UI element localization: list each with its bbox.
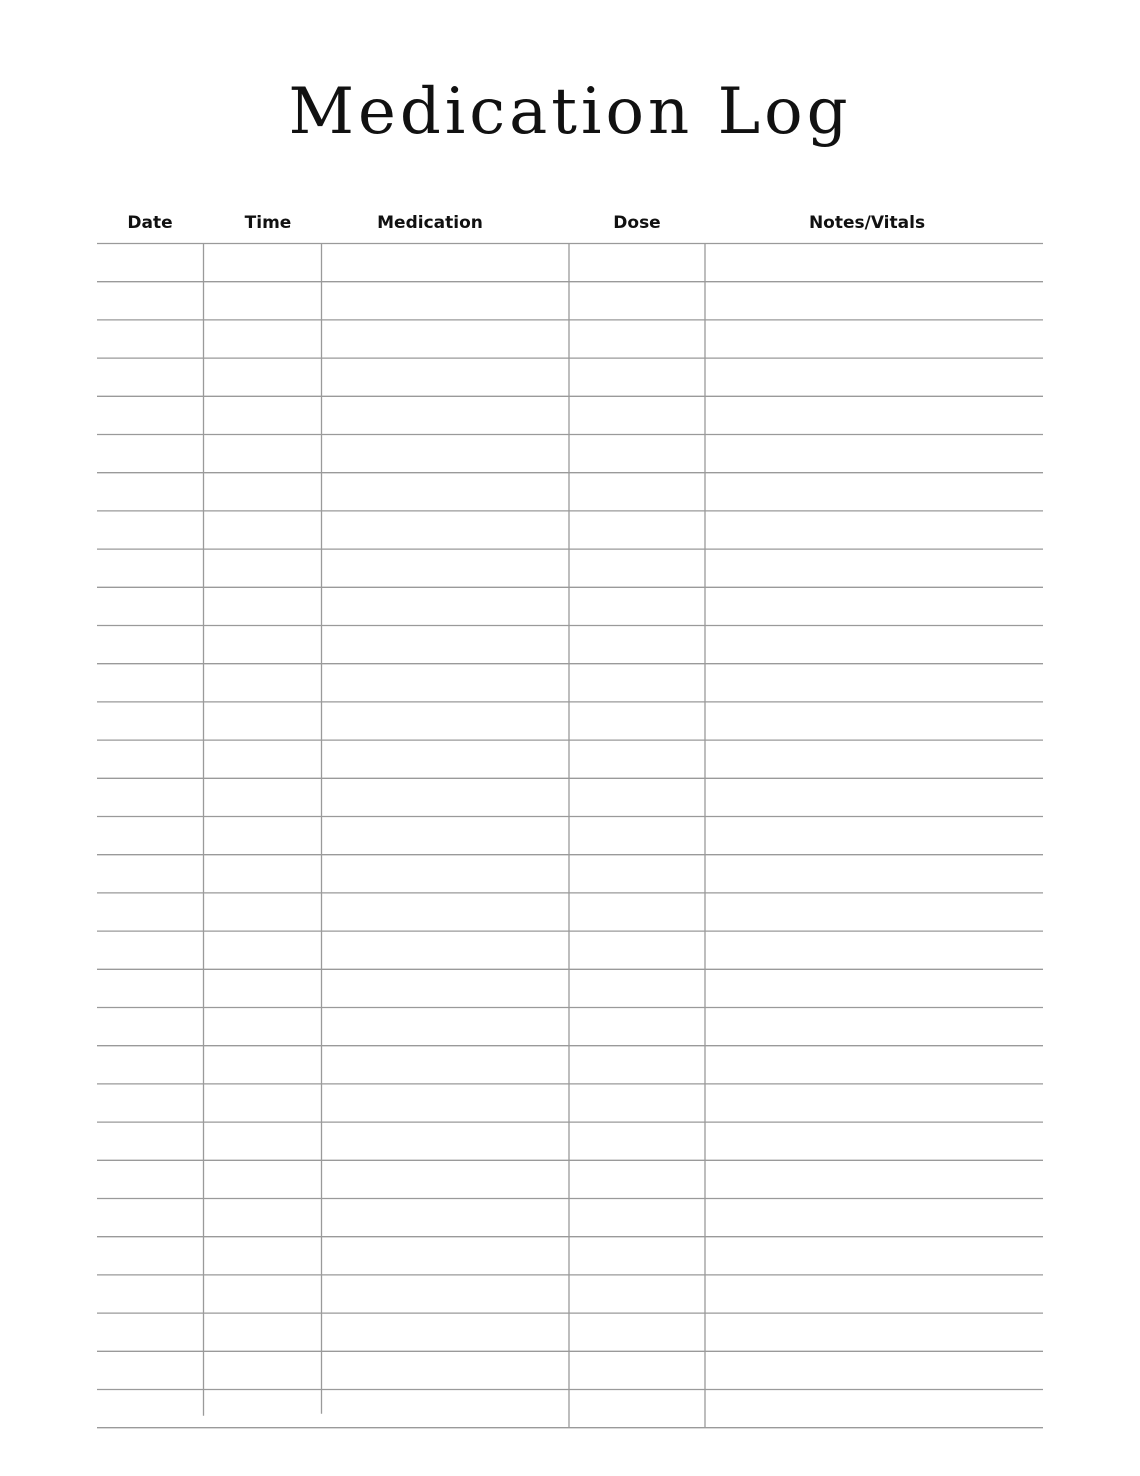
column-header-medication: Medication [377,213,483,233]
column-header-dose: Dose [613,213,661,233]
column-header-date: Date [127,213,173,233]
column-header-notes-vitals: Notes/Vitals [808,213,926,233]
page-title: Medication Log [288,75,852,149]
column-header-time: Time [244,213,292,233]
